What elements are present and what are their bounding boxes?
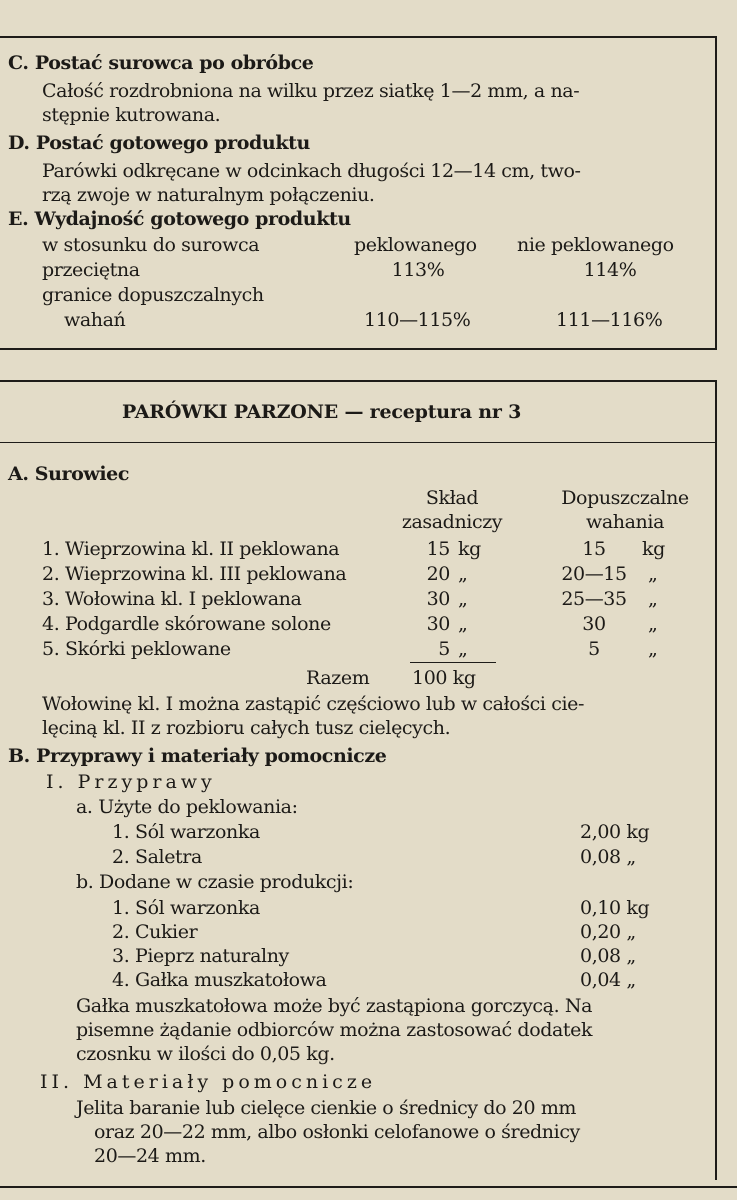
yield-average-uncured: 114% bbox=[583, 259, 637, 281]
text-c-1: Całość rozdrobniona na wilku przez siatkę 1—2 mm, a na- bbox=[42, 80, 580, 102]
ingredient-name: 4. Podgardle skórowane solone bbox=[42, 613, 331, 635]
yield-limits-uncured: 111—116% bbox=[556, 309, 663, 331]
heading-c: C. Postać surowca po obróbce bbox=[8, 52, 314, 74]
col-range-header-1: Dopuszczalne bbox=[561, 487, 689, 509]
heading-b-spices: B. Przyprawy i materiały pomocnicze bbox=[8, 745, 387, 767]
text-b2-1: Jelita baranie lub cielęce cienkie o średnicy do 20 mm bbox=[76, 1097, 577, 1119]
spice-name: 4. Gałka muszkatołowa bbox=[112, 969, 327, 991]
text-d-2: rzą zwoje w naturalnym połączeniu. bbox=[42, 184, 375, 206]
ingredient-base-unit: „ bbox=[458, 563, 468, 585]
yield-limits-cured: 110—115% bbox=[364, 309, 471, 331]
spice-value: 2,00 kg bbox=[580, 821, 650, 843]
col-base-header-1: Skład bbox=[425, 487, 479, 509]
note-b1-2: pisemne żądanie odbiorców można zastosować dodatek bbox=[76, 1019, 593, 1041]
spice-value: 0,10 kg bbox=[580, 897, 650, 919]
spice-value: 0,08 „ bbox=[580, 945, 636, 967]
total-value: 100 kg bbox=[412, 667, 476, 689]
ingredient-name: 5. Skórki peklowane bbox=[42, 638, 231, 660]
ingredient-range: 20—15 bbox=[561, 563, 627, 585]
total-label: Razem bbox=[306, 667, 370, 689]
ingredient-name: 2. Wieprzowina kl. III peklowana bbox=[42, 563, 347, 585]
spice-value: 0,04 „ bbox=[580, 969, 636, 991]
yield-average-cured: 113% bbox=[391, 259, 445, 281]
ingredient-name: 3. Wołowina kl. I peklowana bbox=[42, 588, 302, 610]
note-b1-3: czosnku w ilości do 0,05 kg. bbox=[76, 1043, 335, 1065]
text-b2-3: 20—24 mm. bbox=[94, 1145, 206, 1167]
heading-b2-materials: II. Materiały pomocnicze bbox=[40, 1071, 377, 1093]
ingredient-range-unit: kg bbox=[642, 538, 665, 560]
spice-name: 1. Sól warzonka bbox=[112, 897, 260, 919]
ingredient-range-unit: „ bbox=[648, 638, 658, 660]
ingredient-base: 20 bbox=[426, 563, 450, 585]
text-b2-2: oraz 20—22 mm, albo osłonki celofanowe o średnicy bbox=[94, 1121, 580, 1143]
ingredient-base-unit: „ bbox=[458, 638, 468, 660]
note-a-1: Wołowinę kl. I można zastąpić częściowo lub w całości cie- bbox=[42, 693, 585, 715]
ingredient-range: 25—35 bbox=[561, 588, 627, 610]
yield-row-label: w stosunku do surowca bbox=[42, 234, 260, 256]
ingredient-base-unit: „ bbox=[458, 613, 468, 635]
yield-average-label: przeciętna bbox=[42, 259, 140, 281]
spice-value: 0,20 „ bbox=[580, 921, 636, 943]
ingredient-base: 30 bbox=[426, 613, 450, 635]
heading-b1-spices: I. Przyprawy bbox=[46, 771, 216, 793]
col-base-header-2: zasadniczy bbox=[401, 511, 503, 533]
ingredient-base: 15 bbox=[426, 538, 450, 560]
heading-d: D. Postać gotowego produktu bbox=[8, 132, 310, 154]
title-divider bbox=[0, 442, 715, 443]
text-c-2: stępnie kutrowana. bbox=[42, 104, 221, 126]
heading-a-raw-material: A. Surowiec bbox=[8, 463, 130, 485]
ingredient-base-unit: „ bbox=[458, 588, 468, 610]
col-range-header-2: wahania bbox=[586, 511, 664, 533]
ingredient-range-unit: „ bbox=[648, 588, 658, 610]
spice-value: 0,08 „ bbox=[580, 846, 636, 868]
spice-name: 3. Pieprz naturalny bbox=[112, 945, 289, 967]
ingredient-range-unit: „ bbox=[648, 563, 658, 585]
sum-underline bbox=[410, 662, 496, 663]
ingredient-range-unit: „ bbox=[648, 613, 658, 635]
recipe-title: PARÓWKI PARZONE — receptura nr 3 bbox=[122, 401, 522, 423]
ingredient-range: 15 bbox=[582, 538, 606, 560]
spice-name: 1. Sól warzonka bbox=[112, 821, 260, 843]
text-d-1: Parówki odkręcane w odcinkach długości 12—14 cm, two- bbox=[42, 160, 581, 182]
ingredient-range: 5 bbox=[588, 638, 600, 660]
heading-b1b: b. Dodane w czasie produkcji: bbox=[76, 871, 354, 893]
ingredient-base: 5 bbox=[438, 638, 450, 660]
note-a-2: lęciną kl. II z rozbioru całych tusz cielęcych. bbox=[42, 717, 451, 739]
heading-b1a: a. Użyte do peklowania: bbox=[76, 796, 298, 818]
note-b1-1: Gałka muszkatołowa może być zastąpiona gorczycą. Na bbox=[76, 995, 593, 1017]
spice-name: 2. Cukier bbox=[112, 921, 198, 943]
spice-name: 2. Saletra bbox=[112, 846, 202, 868]
heading-e: E. Wydajność gotowego produktu bbox=[8, 208, 351, 230]
ingredient-name: 1. Wieprzowina kl. II peklowana bbox=[42, 538, 340, 560]
ingredient-base-unit: kg bbox=[458, 538, 481, 560]
bottom-rule bbox=[0, 1186, 737, 1188]
yield-limits-label-2: wahań bbox=[64, 309, 126, 331]
yield-col-uncured: nie peklowanego bbox=[517, 234, 674, 256]
ingredient-range: 30 bbox=[582, 613, 606, 635]
ingredient-base: 30 bbox=[426, 588, 450, 610]
yield-limits-label-1: granice dopuszczalnych bbox=[42, 284, 264, 306]
yield-col-cured: peklowanego bbox=[354, 234, 477, 256]
